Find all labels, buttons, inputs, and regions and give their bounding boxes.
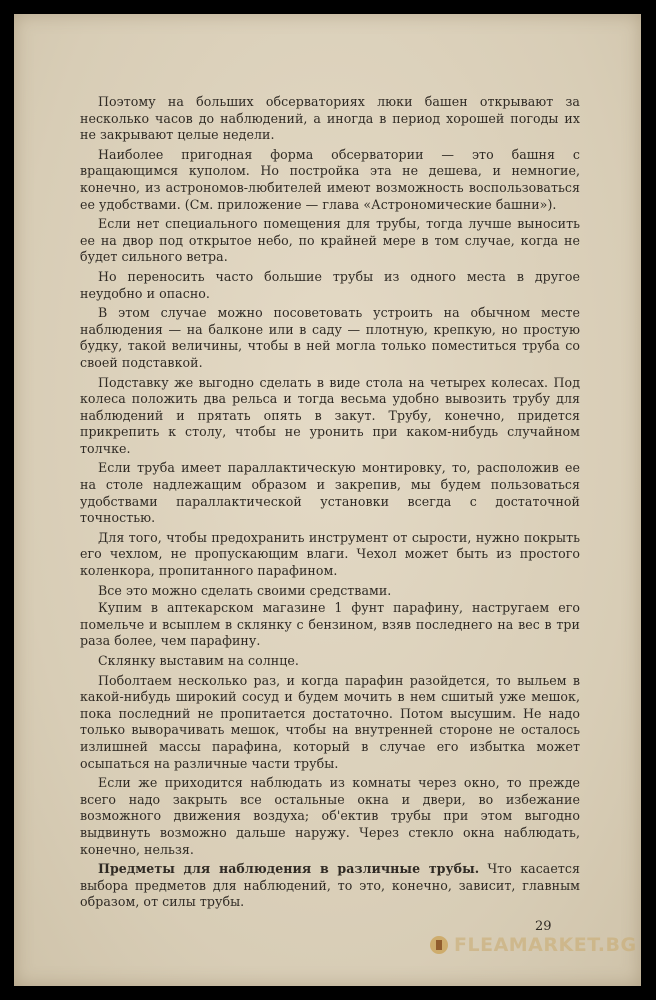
- paragraph-final: [80, 861, 580, 911]
- section-text: Что касается выбора предметов для наблюдений, то это, конечно, зависит, главным образом, от силы трубы.: [80, 861, 580, 910]
- watermark-text: FLEAMARKET.BG: [454, 934, 637, 956]
- paragraph-1: Поэтому на больших обсерваториях люки башен открывают за несколько часов до наблюдений, а иногда в период хорошей погоды их не закрывают целые недели.: [80, 94, 580, 143]
- paragraph-9: Все это можно сделать своими средствами.: [98, 582, 392, 598]
- page-number: 29: [535, 919, 552, 934]
- watermark-logo-icon: [430, 936, 448, 954]
- paragraph-10: Купим в аптекарском магазине 1 фунт парафину, настругаем его помельче и всыплем в склянку с бензином, взяв последнего на вес в три раза более, чем парафину.: [80, 600, 580, 649]
- body-text: [80, 94, 580, 914]
- paragraph-12: Поболтаем несколько раз, и когда парафин разойдется, то выльем в какой-нибудь широкий сосуд и будем мочить в нем сшитый уже мешок, пока последний не пропитается достаточно. Потом высушим. Не надо только выворачивать мешок, чтобы на внутренней стороне не осталось излишней массы парафина, который в случае его избытка может осыпаться на различные части трубы.: [80, 672, 580, 771]
- paragraph-3: Если нет специального помещения для трубы, тогда лучше выносить ее на двор под открытое небо, по крайней мере в том случае, когда не будет сильного ветра.: [80, 216, 580, 265]
- book-page: [14, 14, 641, 986]
- paragraph-11: Склянку выставим на солнце.: [98, 653, 299, 668]
- paragraph-6: Подставку же выгодно сделать в виде стола на четырех колесах. Под колеса положить два рельса и тогда весьма удобно вывозить трубу для наблюдений и прятать опять в закут. Трубу, конечно, придется прикрепить к столу, чтобы не уронить при каком-нибудь случайном толчке.: [80, 374, 580, 456]
- section-heading: Предметы для наблюдения в различные трубы.: [98, 861, 480, 877]
- paragraph-13: Если же приходится наблюдать из комнаты через окно, то прежде всего надо закрыть все остальные окна и двери, во избежание возможного движения воздуха; об'ектив трубы при этом выгодно выдвинуть возможно дальше наружу. Через стекло окна наблюдать, конечно, нельзя.: [80, 775, 580, 857]
- paragraph-5: В этом случае можно посоветовать устроить на обычном месте наблюдения — на балконе или в саду — плотную, крепкую, но простую будку, такой величины, чтобы в ней могла только поместиться труба со своей подставкой.: [80, 305, 580, 370]
- paragraph-4: Но переносить часто большие трубы из одного места в другое неудобно и опасно.: [80, 268, 580, 301]
- watermark: [430, 934, 637, 956]
- paragraph-7: Если труба имеет параллактическую монтировку, то, расположив ее на столе надлежащим образом и закрепив, мы будем пользоваться удобствами параллактической установки всегда с достаточной точностью.: [80, 460, 580, 526]
- paragraph-2: Наиболее пригодная форма обсерватории — это башня с вращающимся куполом. Но постройка эта не дешева, и немногие, конечно, из астрономов-любителей имеют возможность воспользоваться ее удобствами. (См. приложение — глава «Астрономические башни»).: [80, 146, 580, 212]
- paragraph-8: Для того, чтобы предохранить инструмент от сырости, нужно покрыть его чехлом, не пропускающим влаги. Чехол может быть из простого коленкора, пропитанного парафином.: [80, 529, 580, 579]
